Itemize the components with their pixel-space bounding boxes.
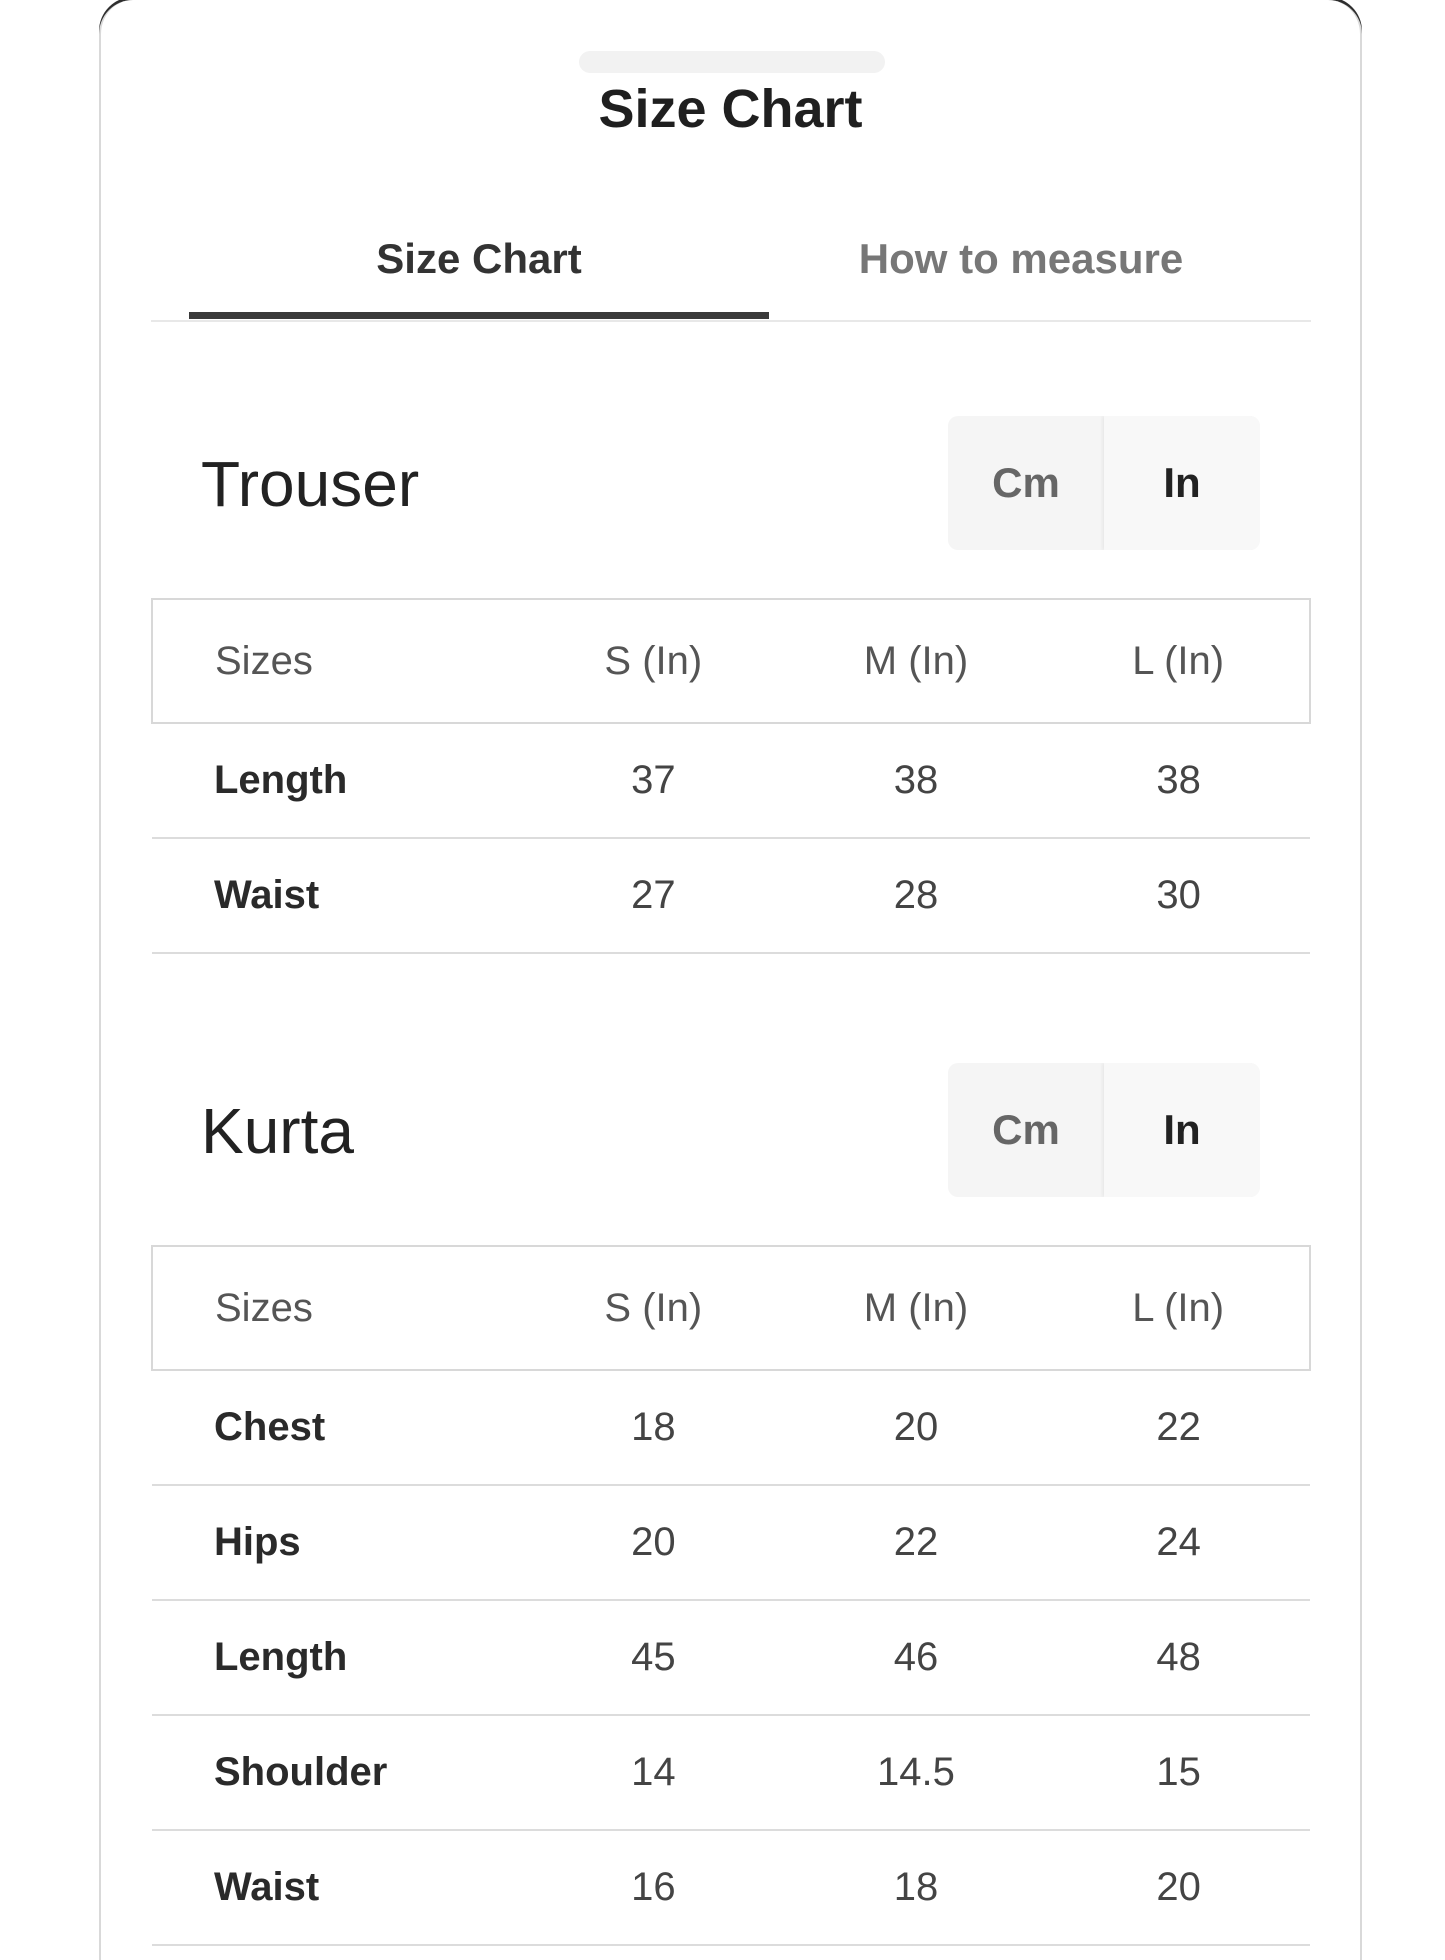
cell-l: 38 xyxy=(1047,723,1310,838)
trouser-size-table xyxy=(151,598,1311,954)
cell-m: 46 xyxy=(785,1600,1048,1715)
cell-s: 37 xyxy=(522,723,785,838)
table-row xyxy=(152,1830,1310,1945)
kurta-unit-cm[interactable]: Cm xyxy=(992,1106,1060,1153)
cell-l: 48 xyxy=(1047,1600,1310,1715)
active-tab-indicator xyxy=(189,312,769,319)
kurta-unit-toggle xyxy=(948,1063,1260,1197)
header-l: L (In) xyxy=(1047,1246,1310,1370)
cell-l: 20 xyxy=(1047,1830,1310,1945)
header-m: M (In) xyxy=(785,1246,1048,1370)
cell-m: 14.5 xyxy=(785,1715,1048,1830)
row-label: Length xyxy=(152,1600,522,1715)
row-label: Hips xyxy=(152,1485,522,1600)
header-m: M (In) xyxy=(785,599,1048,723)
cell-s: 14 xyxy=(522,1715,785,1830)
cell-m: 18 xyxy=(785,1830,1048,1945)
table-header-row xyxy=(152,1246,1310,1370)
header-s: S (In) xyxy=(522,599,785,723)
table-row xyxy=(152,1715,1310,1830)
tab-how-to-measure[interactable]: How to measure xyxy=(858,235,1184,282)
size-chart-sheet xyxy=(99,0,1362,1960)
cell-s: 20 xyxy=(522,1485,785,1600)
row-label: Chest xyxy=(152,1370,522,1485)
table-row xyxy=(152,1370,1310,1485)
row-label: Waist xyxy=(152,838,522,953)
cell-l: 22 xyxy=(1047,1370,1310,1485)
cell-m: 28 xyxy=(785,838,1048,953)
table-row xyxy=(152,1485,1310,1600)
trouser-unit-in[interactable]: In xyxy=(1104,416,1260,550)
cell-s: 45 xyxy=(522,1600,785,1715)
tab-bar xyxy=(151,200,1311,322)
cell-s: 18 xyxy=(522,1370,785,1485)
cell-m: 20 xyxy=(785,1370,1048,1485)
drag-handle[interactable] xyxy=(579,51,885,73)
table-row xyxy=(152,723,1310,838)
header-l: L (In) xyxy=(1047,599,1310,723)
cell-m: 22 xyxy=(785,1485,1048,1600)
cell-s: 27 xyxy=(522,838,785,953)
cell-l: 15 xyxy=(1047,1715,1310,1830)
sheet-title: Size Chart xyxy=(598,79,863,139)
kurta-title: Kurta xyxy=(201,1095,354,1167)
cell-m: 38 xyxy=(785,723,1048,838)
trouser-title: Trouser xyxy=(201,448,420,520)
cell-s: 16 xyxy=(522,1830,785,1945)
row-label: Waist xyxy=(152,1830,522,1945)
header-sizes: Sizes xyxy=(152,599,522,723)
table-header-row xyxy=(152,599,1310,723)
header-sizes: Sizes xyxy=(152,1246,522,1370)
header-s: S (In) xyxy=(522,1246,785,1370)
cell-l: 30 xyxy=(1047,838,1310,953)
kurta-unit-in[interactable]: In xyxy=(1104,1063,1260,1197)
table-row xyxy=(152,838,1310,953)
trouser-unit-cm[interactable]: Cm xyxy=(992,459,1060,506)
tab-size-chart[interactable]: Size Chart xyxy=(376,235,582,282)
table-row xyxy=(152,1600,1310,1715)
kurta-size-table xyxy=(151,1245,1311,1946)
row-label: Shoulder xyxy=(152,1715,522,1830)
cell-l: 24 xyxy=(1047,1485,1310,1600)
row-label: Length xyxy=(152,723,522,838)
trouser-unit-toggle xyxy=(948,416,1260,550)
